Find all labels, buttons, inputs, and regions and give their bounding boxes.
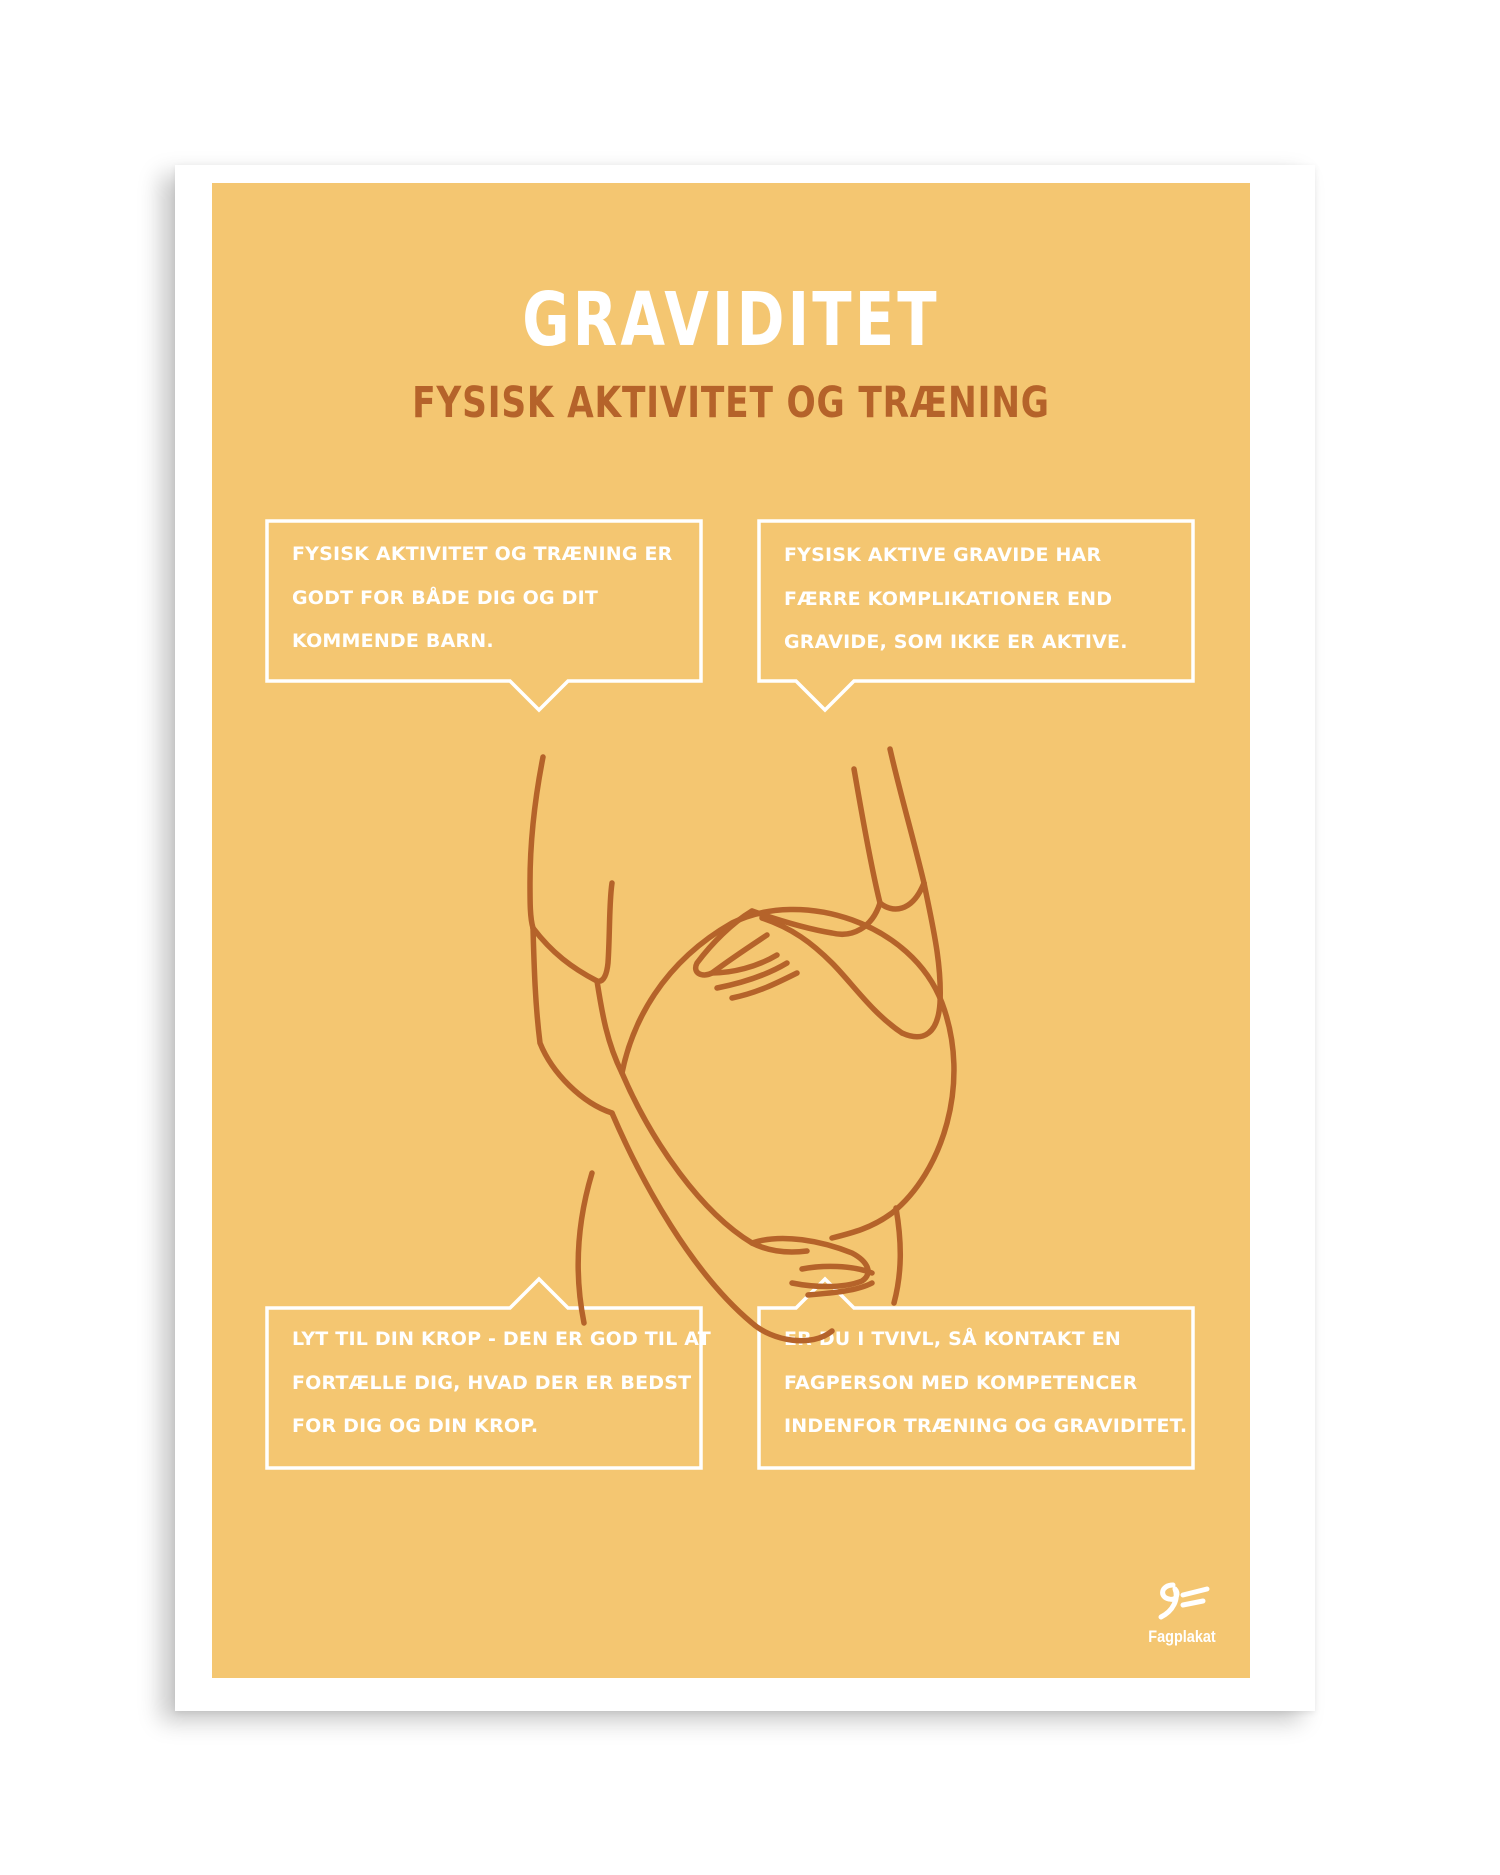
poster (212, 183, 1250, 1678)
bubble-text-top-left: FYSISK AKTIVITET OG TRÆNING ER GODT FOR BÅDE DIG OG DIT KOMMENDE BARN. (292, 543, 673, 652)
logo-label: Fagplakat (1148, 1627, 1216, 1646)
poster-subtitle: FYSISK AKTIVITET OG TRÆNING (412, 378, 1050, 428)
poster-title: GRAVIDITET (522, 277, 940, 363)
fagplakat-logo-icon (1151, 1577, 1213, 1623)
bubble-text-top-right: FYSISK AKTIVE GRAVIDE HAR FÆRRE KOMPLIKATIONER END GRAVIDE, SOM IKKE ER AKTIVE. (784, 544, 1128, 653)
pregnant-belly-illustration (212, 183, 1250, 1678)
bubble-text-bottom-right: ER DU I TVIVL, SÅ KONTAKT EN FAGPERSON MED KOMPETENCER INDENFOR TRÆNING OG GRAVIDITET. (784, 1328, 1188, 1437)
bubble-text-bottom-left: LYT TIL DIN KROP - DEN ER GOD TIL AT FORTÆLLE DIG, HVAD DER ER BEDST FOR DIG OG DIN KROP. (292, 1328, 711, 1437)
fagplakat-logo (1142, 1577, 1222, 1667)
